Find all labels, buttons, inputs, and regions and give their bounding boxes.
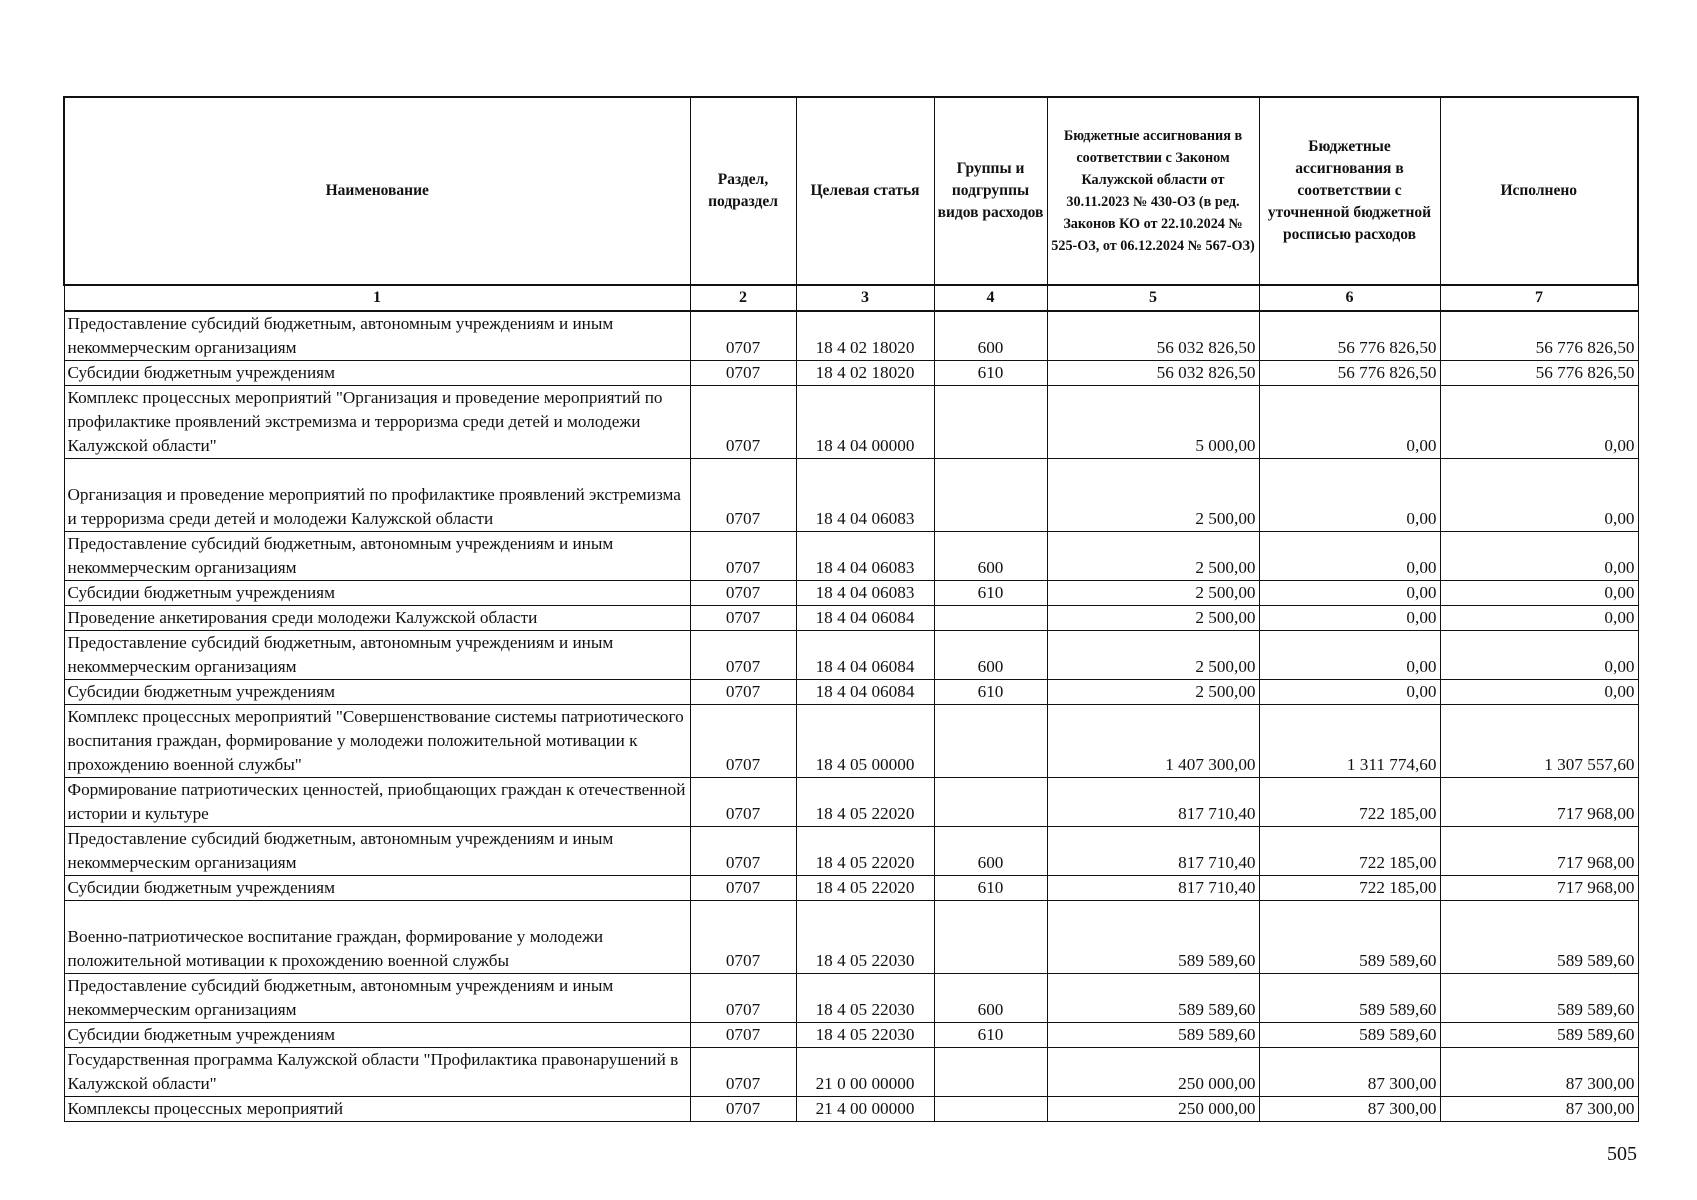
cell-target: 18 4 05 22030 xyxy=(796,901,934,974)
cell-refined-amount: 87 300,00 xyxy=(1259,1048,1440,1097)
cell-law-amount: 56 032 826,50 xyxy=(1047,311,1259,361)
header-groups: Группы и подгруппы видов расходов xyxy=(934,97,1047,285)
cell-name: Формирование патриотических ценностей, приобщающих граждан к отечественной истории и культуре xyxy=(64,778,690,827)
cell-law-amount: 2 500,00 xyxy=(1047,680,1259,705)
cell-target: 18 4 02 18020 xyxy=(796,311,934,361)
cell-name: Субсидии бюджетным учреждениям xyxy=(64,680,690,705)
cell-target: 18 4 05 22020 xyxy=(796,778,934,827)
cell-name: Предоставление субсидий бюджетным, автономным учреждениям и иным некоммерческим организациям xyxy=(64,532,690,581)
cell-name: Субсидии бюджетным учреждениям xyxy=(64,876,690,901)
cell-group: 610 xyxy=(934,876,1047,901)
table-row xyxy=(64,606,1638,631)
table-row xyxy=(64,827,1638,876)
cell-refined-amount: 0,00 xyxy=(1259,606,1440,631)
cell-target: 18 4 05 22030 xyxy=(796,974,934,1023)
cell-section: 0707 xyxy=(690,705,796,778)
cell-refined-amount: 1 311 774,60 xyxy=(1259,705,1440,778)
cell-name: Субсидии бюджетным учреждениям xyxy=(64,1023,690,1048)
cell-group xyxy=(934,901,1047,974)
cell-name: Предоставление субсидий бюджетным, автономным учреждениям и иным некоммерческим организациям xyxy=(64,311,690,361)
cell-refined-amount: 0,00 xyxy=(1259,631,1440,680)
cell-section: 0707 xyxy=(690,1048,796,1097)
cell-section: 0707 xyxy=(690,386,796,459)
cell-executed-amount: 0,00 xyxy=(1440,386,1638,459)
table-row xyxy=(64,778,1638,827)
table-row xyxy=(64,311,1638,361)
cell-group: 610 xyxy=(934,581,1047,606)
cell-group: 610 xyxy=(934,1023,1047,1048)
cell-executed-amount: 56 776 826,50 xyxy=(1440,311,1638,361)
table-row xyxy=(64,974,1638,1023)
header-executed: Исполнено xyxy=(1440,97,1638,285)
cell-group xyxy=(934,606,1047,631)
cell-group: 600 xyxy=(934,532,1047,581)
cell-group xyxy=(934,1097,1047,1122)
cell-section: 0707 xyxy=(690,901,796,974)
cell-section: 0707 xyxy=(690,1023,796,1048)
cell-section: 0707 xyxy=(690,778,796,827)
cell-section: 0707 xyxy=(690,361,796,386)
cell-group: 610 xyxy=(934,361,1047,386)
cell-target: 18 4 04 06084 xyxy=(796,680,934,705)
table-row xyxy=(64,532,1638,581)
table-row xyxy=(64,459,1638,532)
cell-law-amount: 2 500,00 xyxy=(1047,581,1259,606)
column-number: 6 xyxy=(1259,285,1440,311)
cell-executed-amount: 0,00 xyxy=(1440,581,1638,606)
cell-executed-amount: 56 776 826,50 xyxy=(1440,361,1638,386)
table-row xyxy=(64,1097,1638,1122)
cell-refined-amount: 0,00 xyxy=(1259,532,1440,581)
cell-refined-amount: 56 776 826,50 xyxy=(1259,311,1440,361)
column-number: 5 xyxy=(1047,285,1259,311)
cell-name: Военно-патриотическое воспитание граждан, формирование у молодежи положительной мотивации к прохождению военной службы xyxy=(64,901,690,974)
cell-law-amount: 817 710,40 xyxy=(1047,827,1259,876)
cell-refined-amount: 589 589,60 xyxy=(1259,1023,1440,1048)
cell-refined-amount: 56 776 826,50 xyxy=(1259,361,1440,386)
header-target: Целевая статья xyxy=(796,97,934,285)
cell-name: Организация и проведение мероприятий по профилактике проявлений экстремизма и терроризма среди детей и молодежи Калужской области xyxy=(64,459,690,532)
cell-law-amount: 2 500,00 xyxy=(1047,532,1259,581)
cell-law-amount: 2 500,00 xyxy=(1047,606,1259,631)
cell-refined-amount: 0,00 xyxy=(1259,386,1440,459)
cell-section: 0707 xyxy=(690,827,796,876)
cell-refined-amount: 87 300,00 xyxy=(1259,1097,1440,1122)
cell-executed-amount: 87 300,00 xyxy=(1440,1048,1638,1097)
cell-refined-amount: 722 185,00 xyxy=(1259,876,1440,901)
cell-section: 0707 xyxy=(690,974,796,1023)
cell-group: 600 xyxy=(934,631,1047,680)
cell-executed-amount: 717 968,00 xyxy=(1440,778,1638,827)
cell-law-amount: 2 500,00 xyxy=(1047,631,1259,680)
table-row xyxy=(64,680,1638,705)
cell-target: 21 0 00 00000 xyxy=(796,1048,934,1097)
cell-group xyxy=(934,1048,1047,1097)
cell-name: Субсидии бюджетным учреждениям xyxy=(64,361,690,386)
cell-name: Предоставление субсидий бюджетным, автономным учреждениям и иным некоммерческим организациям xyxy=(64,631,690,680)
cell-law-amount: 5 000,00 xyxy=(1047,386,1259,459)
cell-target: 18 4 05 22030 xyxy=(796,1023,934,1048)
table-row xyxy=(64,581,1638,606)
cell-section: 0707 xyxy=(690,311,796,361)
column-number: 1 xyxy=(64,285,690,311)
cell-target: 18 4 04 06083 xyxy=(796,459,934,532)
cell-group xyxy=(934,459,1047,532)
column-number: 4 xyxy=(934,285,1047,311)
cell-executed-amount: 589 589,60 xyxy=(1440,974,1638,1023)
cell-refined-amount: 589 589,60 xyxy=(1259,901,1440,974)
cell-name: Предоставление субсидий бюджетным, автономным учреждениям и иным некоммерческим организациям xyxy=(64,827,690,876)
header-section: Раздел, подраздел xyxy=(690,97,796,285)
cell-law-amount: 2 500,00 xyxy=(1047,459,1259,532)
table-row xyxy=(64,386,1638,459)
cell-section: 0707 xyxy=(690,606,796,631)
table-row xyxy=(64,361,1638,386)
cell-refined-amount: 0,00 xyxy=(1259,581,1440,606)
cell-section: 0707 xyxy=(690,581,796,606)
cell-refined-amount: 589 589,60 xyxy=(1259,974,1440,1023)
cell-group: 600 xyxy=(934,974,1047,1023)
cell-target: 18 4 04 00000 xyxy=(796,386,934,459)
cell-target: 18 4 04 06084 xyxy=(796,606,934,631)
cell-name: Комплекс процессных мероприятий "Совершенствование системы патриотического воспитания граждан, формирование у молодежи положительной мотивации к прохождению военной службы" xyxy=(64,705,690,778)
cell-executed-amount: 87 300,00 xyxy=(1440,1097,1638,1122)
column-number: 2 xyxy=(690,285,796,311)
budget-table xyxy=(63,96,1639,1122)
table-row xyxy=(64,705,1638,778)
cell-section: 0707 xyxy=(690,680,796,705)
cell-refined-amount: 722 185,00 xyxy=(1259,827,1440,876)
cell-name: Проведение анкетирования среди молодежи Калужской области xyxy=(64,606,690,631)
cell-target: 18 4 05 22020 xyxy=(796,827,934,876)
table-row xyxy=(64,901,1638,974)
cell-target: 21 4 00 00000 xyxy=(796,1097,934,1122)
cell-target: 18 4 05 00000 xyxy=(796,705,934,778)
cell-target: 18 4 04 06083 xyxy=(796,532,934,581)
cell-executed-amount: 717 968,00 xyxy=(1440,827,1638,876)
cell-law-amount: 589 589,60 xyxy=(1047,974,1259,1023)
cell-group xyxy=(934,705,1047,778)
cell-law-amount: 250 000,00 xyxy=(1047,1048,1259,1097)
cell-section: 0707 xyxy=(690,876,796,901)
cell-section: 0707 xyxy=(690,631,796,680)
table-row xyxy=(64,631,1638,680)
cell-target: 18 4 04 06083 xyxy=(796,581,934,606)
column-number: 3 xyxy=(796,285,934,311)
cell-law-amount: 817 710,40 xyxy=(1047,876,1259,901)
cell-law-amount: 250 000,00 xyxy=(1047,1097,1259,1122)
cell-group: 600 xyxy=(934,827,1047,876)
cell-name: Комплексы процессных мероприятий xyxy=(64,1097,690,1122)
cell-executed-amount: 0,00 xyxy=(1440,459,1638,532)
cell-name: Комплекс процессных мероприятий "Организация и проведение мероприятий по профилактике проявлений экстремизма и терроризма среди детей и молодежи Калужской области" xyxy=(64,386,690,459)
page-number: 505 xyxy=(1607,1143,1637,1165)
cell-law-amount: 56 032 826,50 xyxy=(1047,361,1259,386)
cell-executed-amount: 717 968,00 xyxy=(1440,876,1638,901)
table-body xyxy=(64,311,1638,1122)
column-number: 7 xyxy=(1440,285,1638,311)
cell-executed-amount: 0,00 xyxy=(1440,680,1638,705)
cell-name: Государственная программа Калужской области "Профилактика правонарушений в Калужской области" xyxy=(64,1048,690,1097)
cell-executed-amount: 589 589,60 xyxy=(1440,901,1638,974)
cell-refined-amount: 0,00 xyxy=(1259,680,1440,705)
table-row xyxy=(64,876,1638,901)
header-row xyxy=(64,97,1638,285)
cell-refined-amount: 0,00 xyxy=(1259,459,1440,532)
cell-name: Предоставление субсидий бюджетным, автономным учреждениям и иным некоммерческим организациям xyxy=(64,974,690,1023)
cell-executed-amount: 0,00 xyxy=(1440,606,1638,631)
header-refined-allocations: Бюджетные ассигнования в соответствии с уточненной бюджетной росписью расходов xyxy=(1259,97,1440,285)
cell-refined-amount: 722 185,00 xyxy=(1259,778,1440,827)
header-name: Наименование xyxy=(64,97,690,285)
cell-name: Субсидии бюджетным учреждениям xyxy=(64,581,690,606)
cell-target: 18 4 04 06084 xyxy=(796,631,934,680)
cell-group xyxy=(934,778,1047,827)
cell-section: 0707 xyxy=(690,1097,796,1122)
cell-executed-amount: 1 307 557,60 xyxy=(1440,705,1638,778)
cell-law-amount: 589 589,60 xyxy=(1047,901,1259,974)
cell-target: 18 4 05 22020 xyxy=(796,876,934,901)
cell-executed-amount: 0,00 xyxy=(1440,631,1638,680)
cell-group xyxy=(934,386,1047,459)
header-law-allocations: Бюджетные ассигнования в соответствии с Законом Калужской области от 30.11.2023 № 430-ОЗ (в ред. Законов КО от 22.10.2024 № 525-ОЗ, от 06.12.2024 № 567-ОЗ) xyxy=(1047,97,1259,285)
cell-group: 610 xyxy=(934,680,1047,705)
table-row xyxy=(64,1023,1638,1048)
cell-executed-amount: 0,00 xyxy=(1440,532,1638,581)
cell-law-amount: 817 710,40 xyxy=(1047,778,1259,827)
cell-section: 0707 xyxy=(690,459,796,532)
cell-section: 0707 xyxy=(690,532,796,581)
column-number-row xyxy=(64,285,1638,311)
cell-law-amount: 589 589,60 xyxy=(1047,1023,1259,1048)
cell-law-amount: 1 407 300,00 xyxy=(1047,705,1259,778)
cell-group: 600 xyxy=(934,311,1047,361)
table-row xyxy=(64,1048,1638,1097)
cell-executed-amount: 589 589,60 xyxy=(1440,1023,1638,1048)
cell-target: 18 4 02 18020 xyxy=(796,361,934,386)
